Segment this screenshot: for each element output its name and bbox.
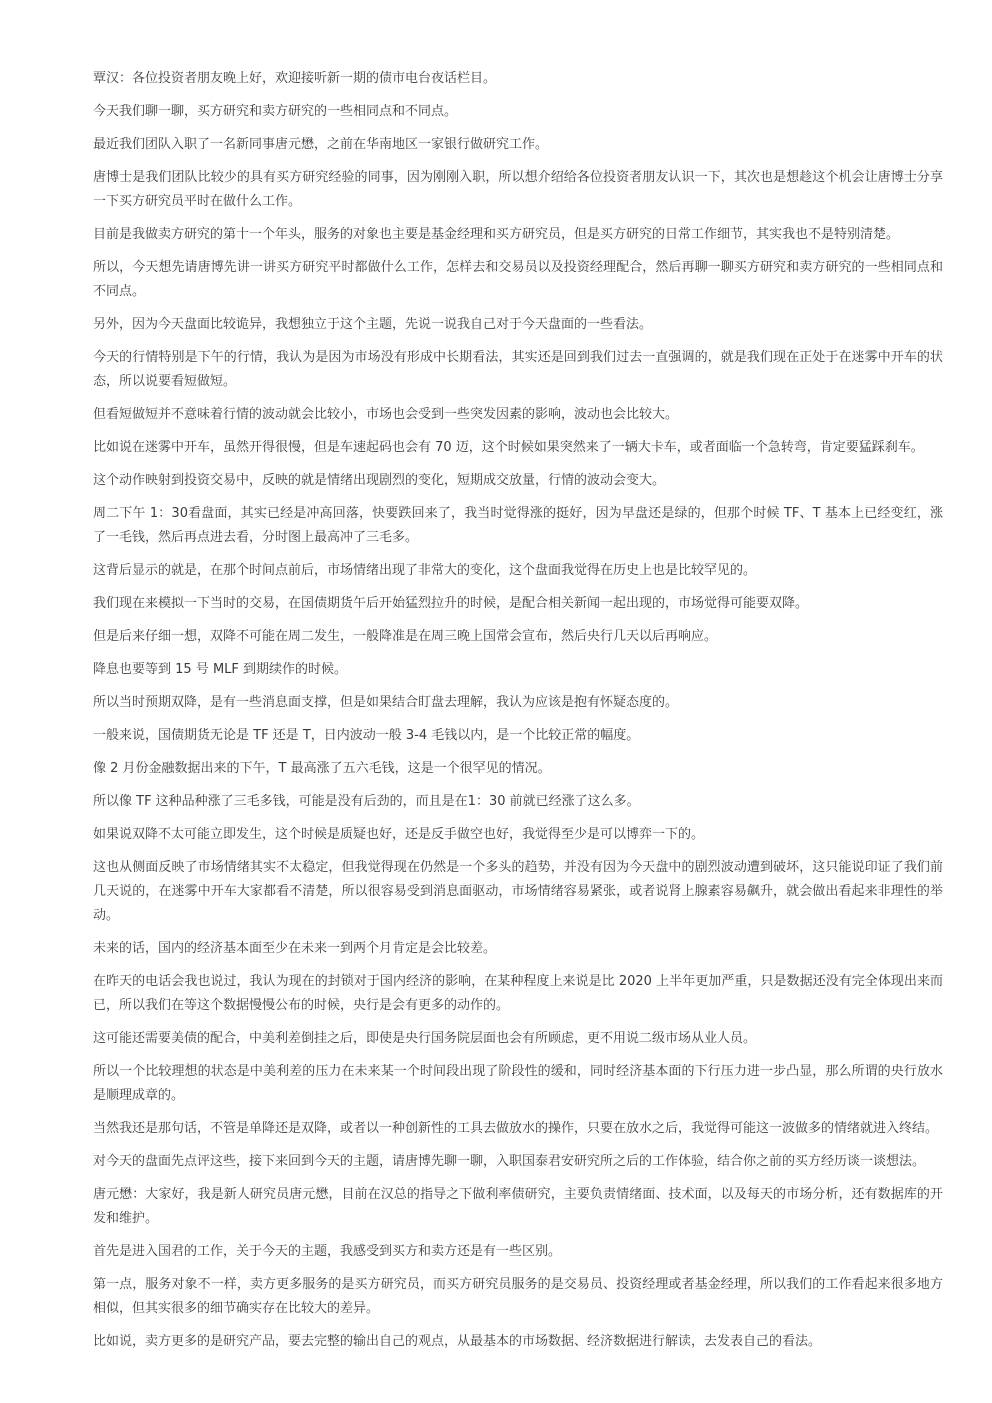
paragraph: 另外，因为今天盘面比较诡异，我想独立于这个主题，先说一说我自己对于今天盘面的一些看法。 [93, 317, 653, 332]
paragraph: 这背后显示的就是，在那个时间点前后，市场情绪出现了非常大的变化，这个盘面我觉得在历史上也是比较罕见的。 [93, 563, 757, 578]
paragraph: 今天的行情特别是下午的行情，我认为是因为市场没有形成中长期看法，其实还是回到我们过去一直强调的，就是我们现在正处于在迷雾中开车的状态，所以说要看短做短。 [93, 350, 943, 389]
paragraph: 但看短做短并不意味着行情的波动就会比较小，市场也会受到一些突发因素的影响，波动也会比较大。 [93, 407, 679, 422]
paragraph: 未来的话，国内的经济基本面至少在未来一到两个月肯定是会比较差。 [93, 941, 497, 956]
document-body [93, 67, 943, 1363]
paragraph: 这可能还需要美债的配合，中美利差倒挂之后，即使是央行国务院层面也会有所顾虑，更不用说二级市场从业人员。 [93, 1031, 757, 1046]
paragraph: 首先是进入国君的工作，关于今天的主题，我感受到买方和卖方还是有一些区别。 [93, 1244, 562, 1259]
paragraph: 唐元懋：大家好，我是新人研究员唐元懋，目前在汉总的指导之下做利率债研究，主要负责情绪面、技术面，以及每天的市场分析，还有数据库的开发和维护。 [93, 1187, 943, 1226]
paragraph: 我们现在来模拟一下当时的交易，在国债期货午后开始猛烈拉升的时候，是配合相关新闻一起出现的，市场觉得可能要双降。 [93, 596, 809, 611]
paragraph: 所以，今天想先请唐博先讲一讲买方研究平时都做什么工作，怎样去和交易员以及投资经理配合，然后再聊一聊买方研究和卖方研究的一些相同点和不同点。 [93, 260, 943, 299]
paragraph: 所以一个比较理想的状态是中美利差的压力在未来某一个时间段出现了阶段性的缓和，同时经济基本面的下行压力进一步凸显，那么所谓的央行放水是顺理成章的。 [93, 1064, 943, 1103]
paragraph: 这个动作映射到投资交易中，反映的就是情绪出现剧烈的变化，短期成交放量，行情的波动会变大。 [93, 473, 666, 488]
paragraph: 所以当时预期双降，是有一些消息面支撑，但是如果结合盯盘去理解，我认为应该是抱有怀疑态度的。 [93, 695, 679, 710]
paragraph: 在昨天的电话会我也说过，我认为现在的封锁对于国内经济的影响，在某种程度上来说是比 2020 上半年更加严重，只是数据还没有完全体现出来而已，所以我们在等这个数据慢慢公布的时候，央行是会有更多的动作的。 [93, 974, 943, 1013]
paragraph: 如果说双降不太可能立即发生，这个时候是质疑也好，还是反手做空也好，我觉得至少是可以博弈一下的。 [93, 827, 705, 842]
paragraph: 一般来说，国债期货无论是 TF 还是 T，日内波动一般 3-4 毛钱以内，是一个比较正常的幅度。 [93, 728, 640, 743]
paragraph: 今天我们聊一聊，买方研究和卖方研究的一些相同点和不同点。 [93, 104, 458, 119]
paragraph: 覃汉：各位投资者朋友晚上好，欢迎接听新一期的债市电台夜话栏目。 [93, 71, 497, 86]
paragraph: 最近我们团队入职了一名新同事唐元懋，之前在华南地区一家银行做研究工作。 [93, 137, 549, 152]
paragraph: 像 2 月份金融数据出来的下午，T 最高涨了五六毛钱，这是一个很罕见的情况。 [93, 761, 551, 776]
paragraph: 所以像 TF 这种品种涨了三毛多钱，可能是没有后劲的，而且是在1：30 前就已经涨了这么多。 [93, 794, 640, 809]
paragraph: 目前是我做卖方研究的第十一个年头，服务的对象也主要是基金经理和买方研究员，但是买方研究的日常工作细节，其实我也不是特别清楚。 [93, 227, 900, 242]
paragraph: 这也从侧面反映了市场情绪其实不太稳定，但我觉得现在仍然是一个多头的趋势，并没有因为今天盘中的剧烈波动遭到破坏，这只能说印证了我们前几天说的，在迷雾中开车大家都看不清楚，所以很容易受到消息面驱动，市场情绪容易紧张，或者说肾上腺素容易飙升，就会做出看起来非理性的举动。 [93, 860, 943, 923]
paragraph: 第一点，服务对象不一样，卖方更多服务的是买方研究员，而买方研究员服务的是交易员、投资经理或者基金经理，所以我们的工作看起来很多地方相似，但其实很多的细节确实存在比较大的差异。 [93, 1277, 943, 1316]
paragraph: 比如说，卖方更多的是研究产品，要去完整的输出自己的观点，从最基本的市场数据、经济数据进行解读，去发表自己的看法。 [93, 1334, 822, 1349]
paragraph: 降息也要等到 15 号 MLF 到期续作的时候。 [93, 662, 348, 677]
paragraph: 唐博士是我们团队比较少的具有买方研究经验的同事，因为刚刚入职，所以想介绍给各位投资者朋友认识一下，其次也是想趁这个机会让唐博士分享一下买方研究员平时在做什么工作。 [93, 170, 943, 209]
paragraph: 对今天的盘面先点评这些，接下来回到今天的主题，请唐博先聊一聊，入职国泰君安研究所之后的工作体验，结合你之前的买方经历谈一谈想法。 [93, 1154, 926, 1169]
paragraph: 周二下午 1：30看盘面，其实已经是冲高回落，快要跌回来了，我当时觉得涨的挺好，因为早盘还是绿的，但那个时候 TF、T 基本上已经变红，涨了一毛钱，然后再点进去看，分时图上最高冲了三毛多。 [93, 506, 943, 545]
paragraph: 比如说在迷雾中开车，虽然开得很慢，但是车速起码也会有 70 迈，这个时候如果突然来了一辆大卡车，或者面临一个急转弯，肯定要猛踩刹车。 [93, 440, 924, 455]
paragraph: 当然我还是那句话，不管是单降还是双降，或者以一种创新性的工具去做放水的操作，只要在放水之后，我觉得可能这一波做多的情绪就进入终结。 [93, 1121, 939, 1136]
paragraph: 但是后来仔细一想，双降不可能在周二发生，一般降准是在周三晚上国常会宣布，然后央行几天以后再响应。 [93, 629, 718, 644]
